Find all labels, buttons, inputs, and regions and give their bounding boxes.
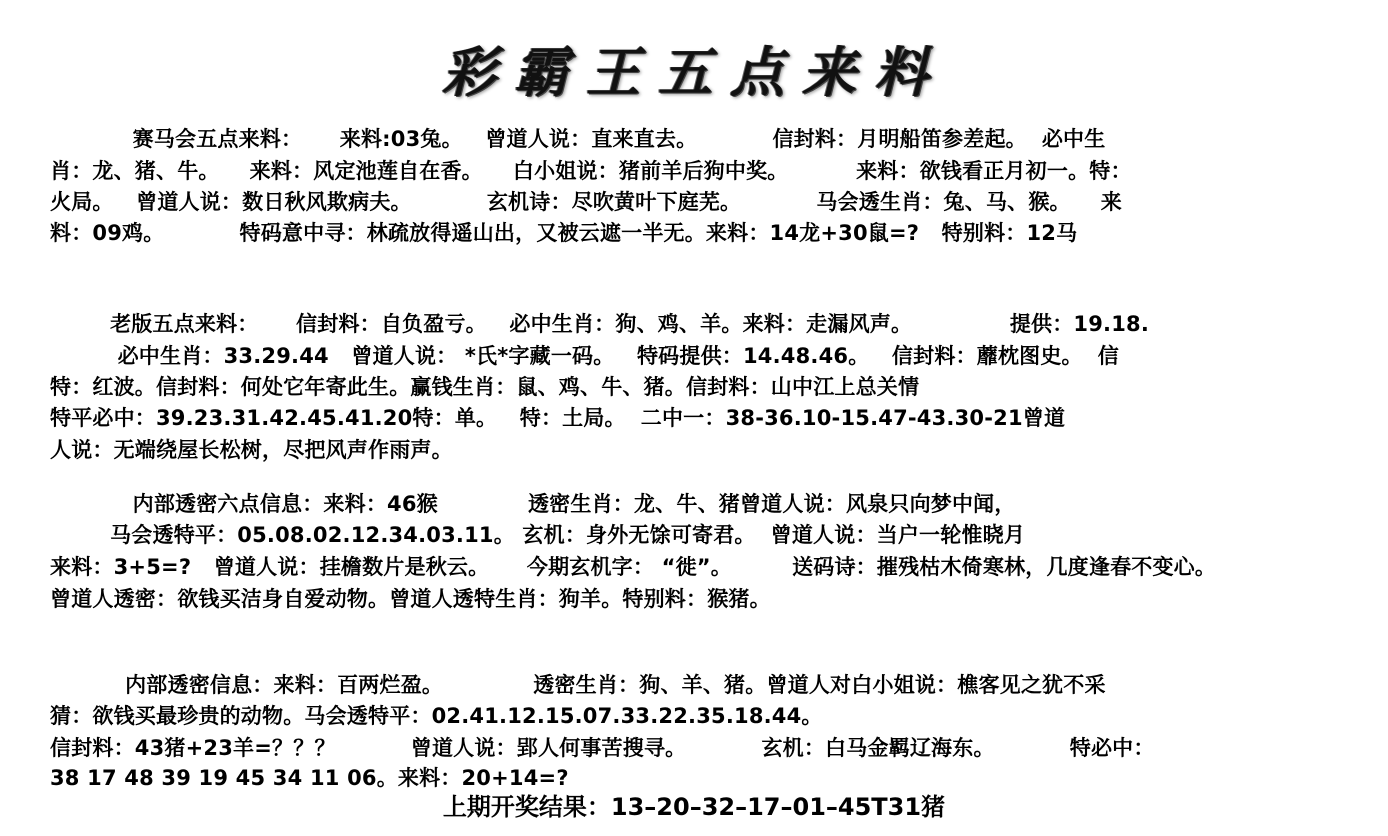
text-line: 火局。 曾道人说：数日秋风欺病夫。 玄机诗：尽吹黄叶下庭芜。 马会透生肖：兔、马、猴。 来 — [50, 190, 1122, 214]
text-line: 特：红波。信封料：何处它年寄此生。赢钱生肖：鼠、鸡、牛、猪。信封料：山中江上总关情 — [50, 375, 920, 399]
text-line: 人说：无端绕屋长松树，尽把风声作雨声。 — [50, 438, 453, 462]
text-line: 38 17 48 39 19 45 34 11 06。来料：20+14=? — [50, 766, 569, 790]
text-line: 特平必中：39.23.31.42.45.41.20特：单。 特：土局。 二中一：38-36.10-15.47-43.30-21曾道 — [50, 406, 1066, 430]
text-line: 赛马会五点来料： 来料:03兔。 曾道人说：直来直去。 信封料：月明船笛参差起。 必中生 — [50, 127, 1106, 151]
page-title: 彩霸王五点来料 — [442, 40, 946, 104]
text-line: 马会透特平：05.08.02.12.34.03.11。 玄机：身外无馀可寄君。 曾道人说：当户一轮惟晓月 — [50, 523, 1026, 547]
last-result: 上期开奖结果：13–20–32–17–01–45T31猪 — [442, 793, 946, 821]
text-line: 信封料：43猪+23羊=？？？ 曾道人说：郢人何事苦搜寻。 玄机：白马金羁辽海东。 特必中： — [50, 736, 1155, 760]
text-line: 曾道人透密：欲钱买洁身自爱动物。曾道人透特生肖：狗羊。特别料：猴猪。 — [50, 587, 771, 611]
text-line: 猜：欲钱买最珍贵的动物。马会透特平：02.41.12.15.07.33.22.35.18.44。 — [50, 704, 823, 728]
text-line: 老版五点来料： 信封料：自负盈亏。 必中生肖：狗、鸡、羊。来料：走漏风声。 提供：19.18. — [50, 312, 1150, 336]
text-line: 肖：龙、猪、牛。 来料：风定池莲自在香。 白小姐说：猪前羊后狗中奖。 来料：欲钱看正月初一。特： — [50, 159, 1132, 183]
text-line: 必中生肖：33.29.44 曾道人说： *氏*字藏一码。 特码提供：14.48.46。 信封料：蘼枕图史。 信 — [50, 344, 1119, 368]
text-line: 来料：3+5=? 曾道人说：挂檐数片是秋云。 今期玄机字： “徙”。 送码诗：摧残枯木倚寒林，几度逢春不变心。 — [50, 555, 1217, 579]
text-line: 料：09鸡。 特码意中寻：林疏放得遥山出，又被云遮一半无。来料：14龙+30鼠=? 特别料：12马 — [50, 221, 1078, 245]
text-line: 内部透密信息：来料：百两烂盈。 透密生肖：狗、羊、猪。曾道人对白小姐说：樵客见之犹不采 — [50, 673, 1106, 697]
text-line: 内部透密六点信息：来料：46猴 透密生肖：龙、牛、猪曾道人说：风泉只向梦中闻， — [50, 492, 1016, 516]
